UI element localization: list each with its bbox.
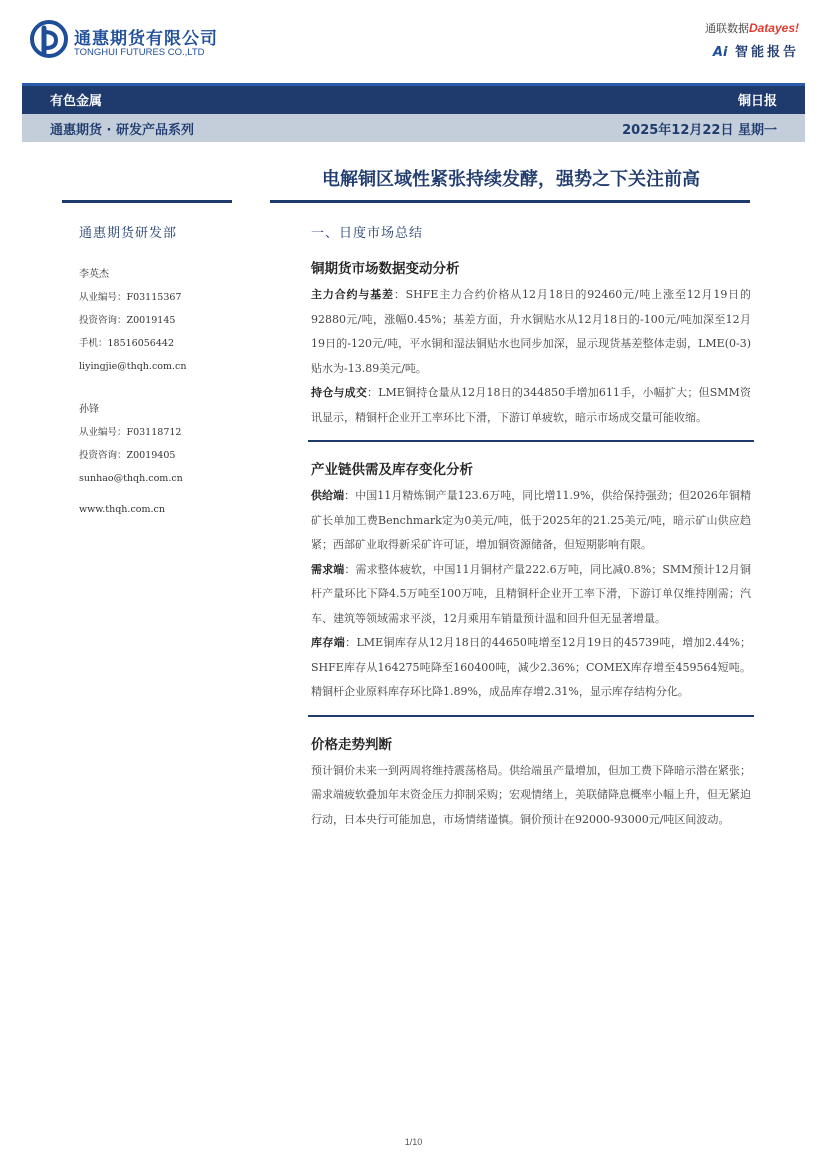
series-band — [22, 114, 805, 142]
analyst-advisory: 投资咨询：Z0019145 — [79, 315, 176, 326]
brand-ai-mark: Ai — [712, 45, 728, 60]
analyst-email[interactable]: liyingjie@thqh.com.cn — [79, 361, 187, 372]
report-type-label: 铜日报 — [737, 94, 777, 109]
analyst-card — [79, 263, 244, 378]
paragraph — [311, 558, 751, 632]
paragraph-text: ：LME铜库存从12月18日的44650吨增至12月19日的45739吨，增加2.44%；SHFE库存从164275吨降至160400吨，减少2.36%；COMEX库存增至459564短吨。精铜杆企业原料库存环比降1.89%，成品库存增2.31%，显示库存结构分化。 — [311, 636, 752, 698]
paragraph — [311, 381, 751, 430]
company-name-en: TONGHUI FUTURES CO.,LTD — [74, 47, 205, 58]
category-band — [22, 83, 805, 114]
website-link[interactable]: www.thqh.com.cn — [79, 504, 165, 515]
analyst-email[interactable]: sunhao@thqh.com.cn — [79, 473, 183, 484]
analyst-sidebar — [79, 222, 244, 521]
block-divider — [308, 440, 754, 442]
paragraph — [311, 484, 751, 558]
page-number: 1/10 — [404, 1137, 423, 1147]
paragraph — [311, 283, 751, 381]
paragraph-text: ：LME铜持仓量从12月18日的344850手增加611手，小幅扩大；但SMM资讯显示，精铜杆企业开工率环比下滑，下游订单疲软，暗示市场成交量可能收缩。 — [311, 386, 752, 424]
analyst-name: 李英杰 — [79, 269, 109, 280]
headline-divider — [270, 200, 750, 203]
paragraph-text: ：需求整体疲软，中国11月铜材产量222.6万吨，同比减0.8%；SMM预计12月铜杆产量环比下降4.5万吨至100万吨，且精铜杆企业开工率下滑，下游订单仅维持刚需；汽车、建筑等领域需求平淡，12月乘用车销量预计温和回升但无显著增量。 — [311, 562, 751, 625]
brand-prefix: 通联数据 — [704, 22, 749, 35]
research-dept: 通惠期货研发部 — [79, 226, 178, 241]
paragraph — [311, 631, 751, 705]
report-headline: 电解铜区域性紧张持续发酵，强势之下关注前高 — [322, 169, 700, 190]
paragraph-label: 库存端 — [311, 636, 346, 649]
analyst-license: 从业编号：F03115367 — [79, 292, 182, 303]
paragraph-label: 需求端 — [311, 562, 345, 576]
analyst-license: 从业编号：F03118712 — [79, 427, 182, 438]
paragraph-label: 主力合约与基差 — [311, 288, 394, 301]
sidebar-divider — [62, 200, 232, 203]
category-label: 有色金属 — [50, 94, 103, 109]
company-logo — [30, 20, 230, 62]
analyst-phone: 手机：18516056442 — [79, 338, 174, 349]
analyst-advisory: 投资咨询：Z0019405 — [79, 450, 176, 461]
paragraph-label: 持仓与成交 — [311, 386, 368, 399]
block-title: 产业链供需及库存变化分析 — [311, 462, 473, 478]
paragraph-text: ：中国11月精炼铜产量123.6万吨，同比增11.9%，供给保持强劲；但2026年铜精矿长单加工费Benchmark定为0美元/吨，低于2025年的21.25美元/吨，暗示矿山供应趋紧；西部矿业取得新采矿许可证，增加铜资源储备，但短期影响有限。 — [311, 489, 752, 551]
main-content — [311, 222, 751, 832]
brand-datayes: Datayes! — [748, 21, 799, 35]
block-title: 价格走势判断 — [311, 736, 392, 753]
paragraph-text: 预计铜价未来一到两周将维持震荡格局。供给端虽产量增加，但加工费下降暗示潜在紧张；需求端疲软叠加年末资金压力抑制采购；宏观情绪上，美联储降息概率小幅上升，但无紧迫行动，日本央行可能加息，市场情绪谨慎。铜价预计在92000-93000元/吨区间波动。 — [311, 763, 751, 826]
paragraph — [311, 759, 751, 833]
paragraph-label: 供给端 — [311, 489, 345, 502]
series-label: 通惠期货 · 研发产品系列 — [50, 123, 194, 138]
company-logo-icon — [30, 20, 68, 60]
block-title: 铜期货市场数据变动分析 — [311, 261, 460, 277]
report-date: 2025年12月22日 星期一 — [622, 123, 777, 138]
paragraph-text: ：SHFE主力合约价格从12月18日的92460元/吨上涨至12月19日的92880元/吨，涨幅0.45%；基差方面，升水铜贴水从12月18日的-100元/吨加深至12月19日的-120元/吨，平水铜和湿法铜贴水也同步加深，显示现货基差整体走弱，LME(0-3)贴水为-13.89美元/吨。 — [311, 288, 752, 375]
section-title: 一、日度市场总结 — [311, 226, 424, 241]
datayes-brand — [649, 20, 799, 60]
analyst-card — [79, 398, 244, 490]
analyst-name: 孙锋 — [79, 404, 99, 415]
brand-report-label: 智能报告 — [734, 45, 799, 60]
company-name-cn: 通惠期货有限公司 — [74, 29, 218, 49]
block-divider — [308, 715, 754, 717]
